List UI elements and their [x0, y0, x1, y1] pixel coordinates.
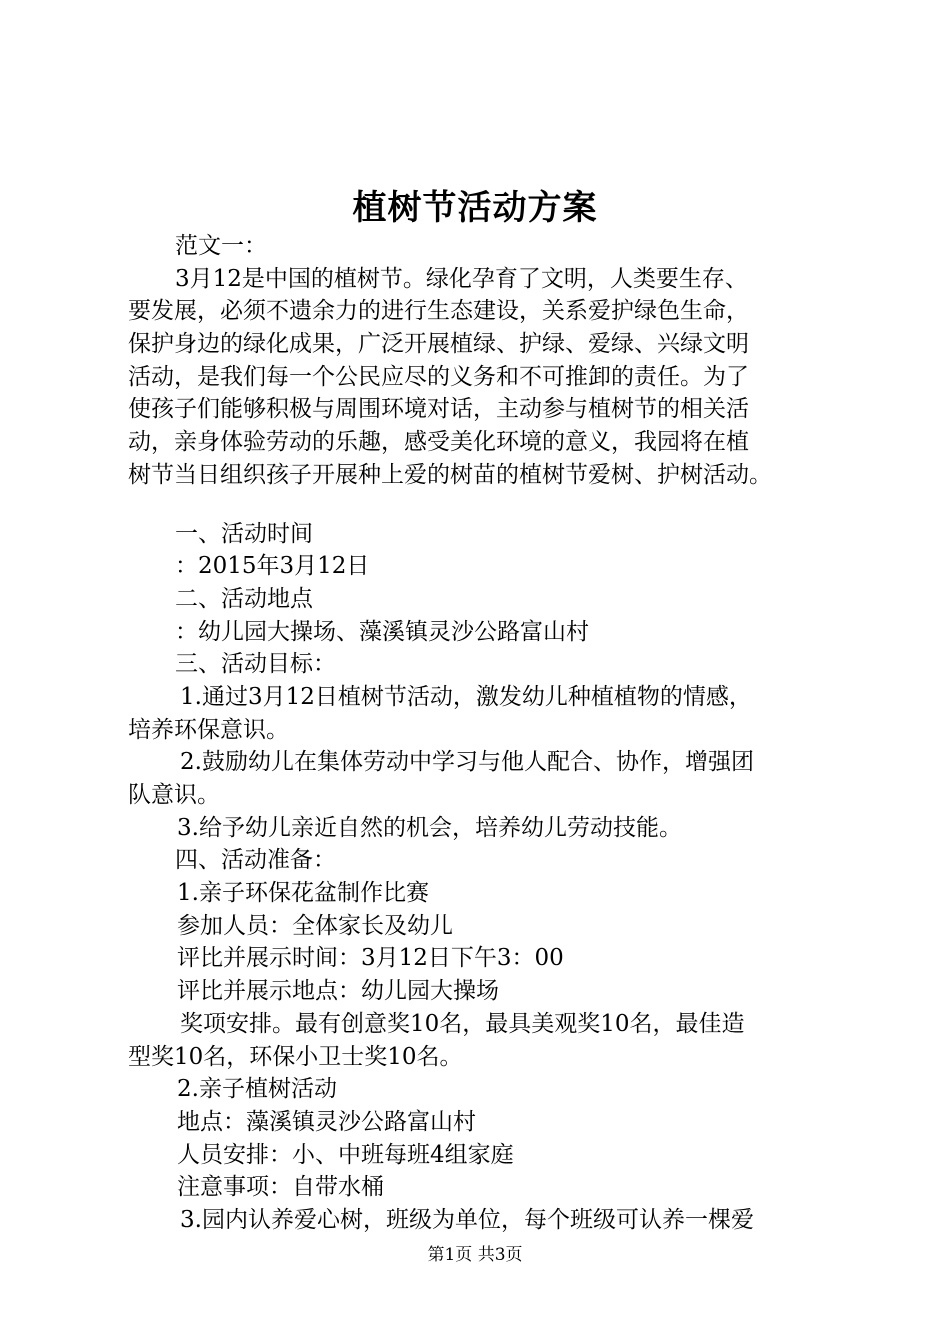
document-body [128, 230, 848, 1237]
list-item: 3.园内认养爱心树，班级为单位，每个班级可认养一棵爱 [180, 1206, 754, 1233]
paragraph-line: 活动，是我们每一个公民应尽的义务和不可推卸的责任。为了 [128, 363, 749, 390]
paragraph-line: 动，亲身体验劳动的乐趣，感受美化环境的意义，我园将在植 [128, 429, 749, 456]
section-label: 范文一： [175, 233, 267, 259]
paragraph-spacer [128, 492, 848, 518]
section-content: ：2015年3月12日 [175, 553, 370, 580]
section-heading: 四、活动准备： [175, 847, 336, 874]
detail-line: 地点：藻溪镇灵沙公路富山村 [177, 1108, 476, 1135]
list-item: 1.通过3月12日植树节活动，激发幼儿种植植物的情感， [180, 683, 752, 710]
paragraph-line: 树节当日组织孩子开展种上爱的树苗的植树节爱树、护树活动。 [128, 461, 772, 488]
detail-line: 奖项安排。最有创意奖10名，最具美观奖10名，最佳造 [180, 1010, 745, 1037]
section-content: ：幼儿园大操场、藻溪镇灵沙公路富山村 [175, 618, 589, 645]
detail-line: 注意事项：自带水桶 [177, 1174, 384, 1201]
section-heading: 一、活动时间 [175, 520, 313, 547]
paragraph-line: 保护身边的绿化成果，广泛开展植绿、护绿、爱绿、兴绿文明 [128, 331, 749, 358]
detail-line: 评比并展示时间：3月12日下午3：00 [177, 945, 564, 972]
paragraph-line: 要发展，必须不遗余力的进行生态建设，关系爱护绿色生命， [128, 298, 749, 325]
detail-line: 评比并展示地点：幼儿园大操场 [177, 978, 499, 1005]
list-item: 2.鼓励幼儿在集体劳动中学习与他人配合、协作，增强团 [180, 749, 754, 776]
list-item: 1.亲子环保花盆制作比赛 [177, 880, 429, 907]
detail-line: 参加人员：全体家长及幼儿 [177, 912, 453, 939]
paragraph-line: 3月12是中国的植树节。绿化孕育了文明，人类要生存、 [175, 265, 748, 292]
detail-line: 人员安排：小、中班每班4组家庭 [177, 1141, 514, 1168]
list-item: 3.给予幼儿亲近自然的机会，培养幼儿劳动技能。 [177, 814, 682, 841]
list-item: 2.亲子植树活动 [177, 1076, 337, 1103]
page-footer: 第1页 共3页 [427, 1245, 523, 1265]
document-title: 植树节活动方案 [352, 188, 598, 228]
paragraph-line: 使孩子们能够积极与周围环境对话，主动参与植树节的相关活 [128, 396, 749, 423]
list-item-continuation: 队意识。 [128, 782, 220, 808]
section-heading: 二、活动地点 [175, 585, 313, 612]
list-item-continuation: 培养环保意识。 [128, 716, 289, 743]
section-heading: 三、活动目标： [175, 651, 336, 678]
detail-line-continuation: 型奖10名，环保小卫士奖10名。 [128, 1043, 463, 1070]
